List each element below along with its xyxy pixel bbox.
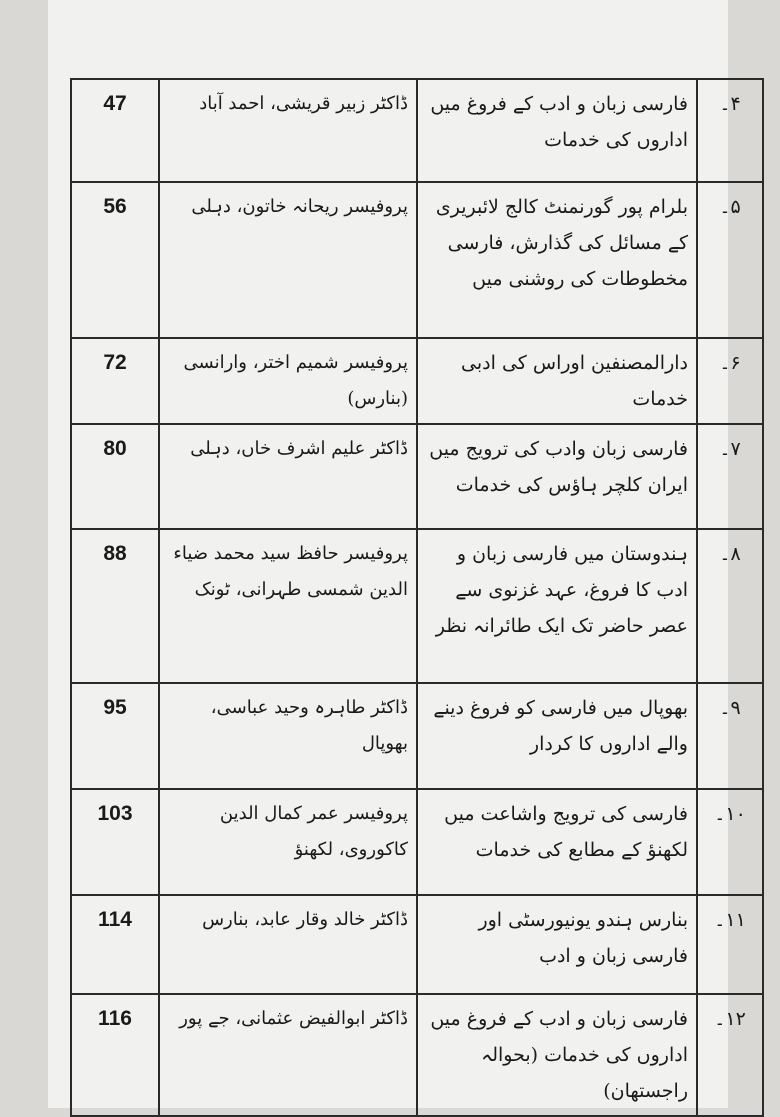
page-number: 103	[71, 789, 159, 895]
table-row	[71, 994, 763, 1116]
table-row	[71, 895, 763, 994]
table-row	[71, 789, 763, 895]
page-number: 88	[71, 529, 159, 683]
author-name: ڈاکٹر علیم اشرف خاں، دہلی	[159, 424, 417, 529]
entry-number: ۹۔	[697, 683, 763, 789]
page-number: 116	[71, 994, 159, 1116]
article-title: بلرام پور گورنمنٹ کالج لائبریری کے مسائل کی گذارش، فارسی مخطوطات کی روشنی میں	[417, 182, 697, 338]
entry-number: ۵۔	[697, 182, 763, 338]
author-name: پروفیسر شمیم اختر، وارانسی (بنارس)	[159, 338, 417, 424]
table-row	[71, 683, 763, 789]
article-title: فارسی زبان وادب کی ترویج میں ایران کلچر ہاؤس کی خدمات	[417, 424, 697, 529]
article-title: دارالمصنفین اوراس کی ادبی خدمات	[417, 338, 697, 424]
entry-number: ۱۰۔	[697, 789, 763, 895]
article-title: فارسی کی ترویج واشاعت میں لکھنؤ کے مطابع کی خدمات	[417, 789, 697, 895]
author-name: ڈاکٹر طاہرہ وحید عباسی، بھوپال	[159, 683, 417, 789]
entry-number: ۶۔	[697, 338, 763, 424]
entry-number: ۱۱۔	[697, 895, 763, 994]
table-row	[71, 529, 763, 683]
article-title: بھوپال میں فارسی کو فروغ دینے والے اداروں کا کردار	[417, 683, 697, 789]
entry-number: ۱۲۔	[697, 994, 763, 1116]
author-name: پروفیسر ریحانہ خاتون، دہلی	[159, 182, 417, 338]
author-name: پروفیسر حافظ سید محمد ضیاء الدین شمسی طہرانی، ٹونک	[159, 529, 417, 683]
page-number: 95	[71, 683, 159, 789]
page-number: 72	[71, 338, 159, 424]
page-number: 80	[71, 424, 159, 529]
article-title: ہندوستان میں فارسی زبان و ادب کا فروغ، عہد غزنوی سے عصر حاضر تک ایک طائرانہ نظر	[417, 529, 697, 683]
contents-table	[70, 78, 764, 1117]
author-name: ڈاکٹر ابوالفیض عثمانی، جے پور	[159, 994, 417, 1116]
page-number: 56	[71, 182, 159, 338]
entry-number: ۸۔	[697, 529, 763, 683]
page-number: 114	[71, 895, 159, 994]
entry-number: ۷۔	[697, 424, 763, 529]
author-name: ڈاکٹر زبیر قریشی، احمد آباد	[159, 79, 417, 182]
article-title: بنارس ہندو یونیورسٹی اور فارسی زبان و ادب	[417, 895, 697, 994]
page-number: 47	[71, 79, 159, 182]
article-title: فارسی زبان و ادب کے فروغ میں اداروں کی خدمات	[417, 79, 697, 182]
entry-number: ۴۔	[697, 79, 763, 182]
author-name: پروفیسر عمر کمال الدین کاکوروی، لکھنؤ	[159, 789, 417, 895]
table-row	[71, 424, 763, 529]
author-name: ڈاکٹر خالد وقار عابد، بنارس	[159, 895, 417, 994]
table-row	[71, 338, 763, 424]
table-row	[71, 79, 763, 182]
table-row	[71, 182, 763, 338]
article-title: فارسی زبان و ادب کے فروغ میں اداروں کی خدمات (بحوالہ راجستھان)	[417, 994, 697, 1116]
